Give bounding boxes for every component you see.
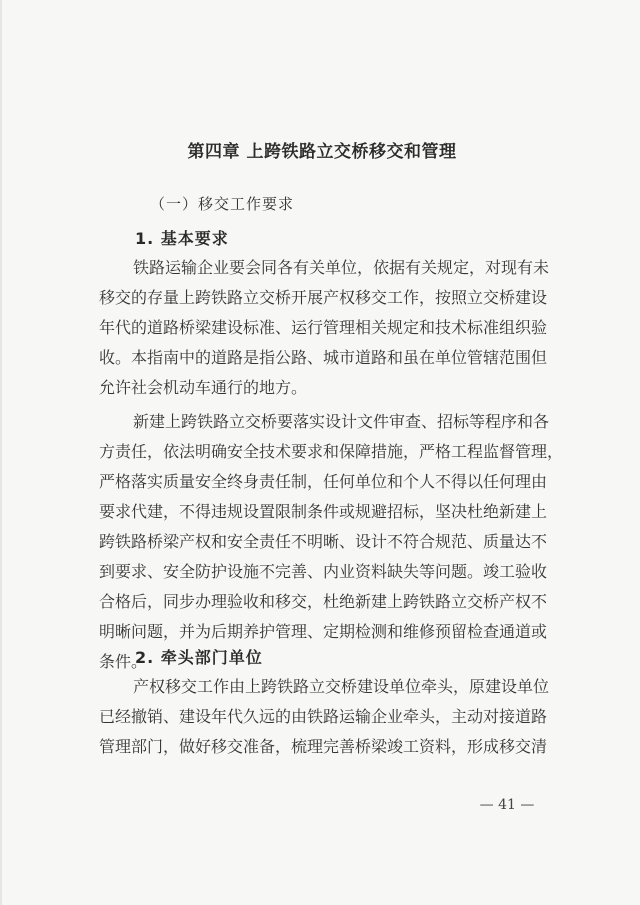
paragraph-line: 年代的道路桥梁建设标准、运行管理相关规定和技术标准组织验 bbox=[99, 318, 548, 337]
paragraph-line: 要求代建，不得违规设置限制条件或规避招标，坚决杜绝新建上 bbox=[99, 502, 548, 521]
paragraph-line: 管理部门，做好移交准备，梳理完善桥梁竣工资料，形成移交清 bbox=[99, 737, 548, 756]
paragraph-line: 条件。 bbox=[99, 652, 148, 671]
paragraph-line: 移交的存量上跨铁路立交桥开展产权移交工作，按照立交桥建设 bbox=[99, 288, 548, 307]
subsection-heading-basic-requirements: 1. 基本要求 bbox=[135, 229, 229, 248]
paragraph-line: 产权移交工作由上跨铁路立交桥建设单位牵头，原建设单位 bbox=[133, 677, 550, 696]
paragraph-line: 允许社会机动车通行的地方。 bbox=[99, 378, 308, 397]
paragraph-line: 收。本指南中的道路是指公路、城市道路和虽在单位管辖范围但 bbox=[99, 348, 548, 367]
paragraph-line: 合格后，同步办理验收和移交，杜绝新建上跨铁路立交桥产权不 bbox=[99, 592, 548, 611]
page-number: — 41 — bbox=[479, 797, 535, 813]
section-heading: （一）移交工作要求 bbox=[150, 195, 295, 213]
paragraph-line: 跨铁路桥梁产权和安全责任不明晰、设计不符合规范、质量达不 bbox=[99, 532, 548, 551]
paragraph-line: 已经撤销、建设年代久远的由铁路运输企业牵头，主动对接道路 bbox=[99, 707, 548, 726]
subsection-heading-lead-department: 2. 牵头部门单位 bbox=[135, 648, 263, 667]
paragraph-line: 到要求、安全防护设施不完善、内业资料缺失等问题。竣工验收 bbox=[99, 562, 548, 581]
paragraph-line: 明晰问题，并为后期养护管理、定期检测和维修预留检查通道或 bbox=[99, 622, 548, 641]
paragraph-line: 严格落实质量安全终身责任制，任何单位和个人不得以任何理由 bbox=[99, 472, 548, 491]
chapter-title: 第四章 上跨铁路立交桥移交和管理 bbox=[187, 142, 457, 162]
paragraph-line: 新建上跨铁路立交桥要落实设计文件审查、招标等程序和各 bbox=[133, 412, 550, 431]
paragraph-line: 方责任，依法明确安全技术要求和保障措施，严格工程监督管理， bbox=[99, 442, 564, 461]
paragraph-line: 铁路运输企业要会同各有关单位，依据有关规定，对现有未 bbox=[133, 258, 550, 277]
